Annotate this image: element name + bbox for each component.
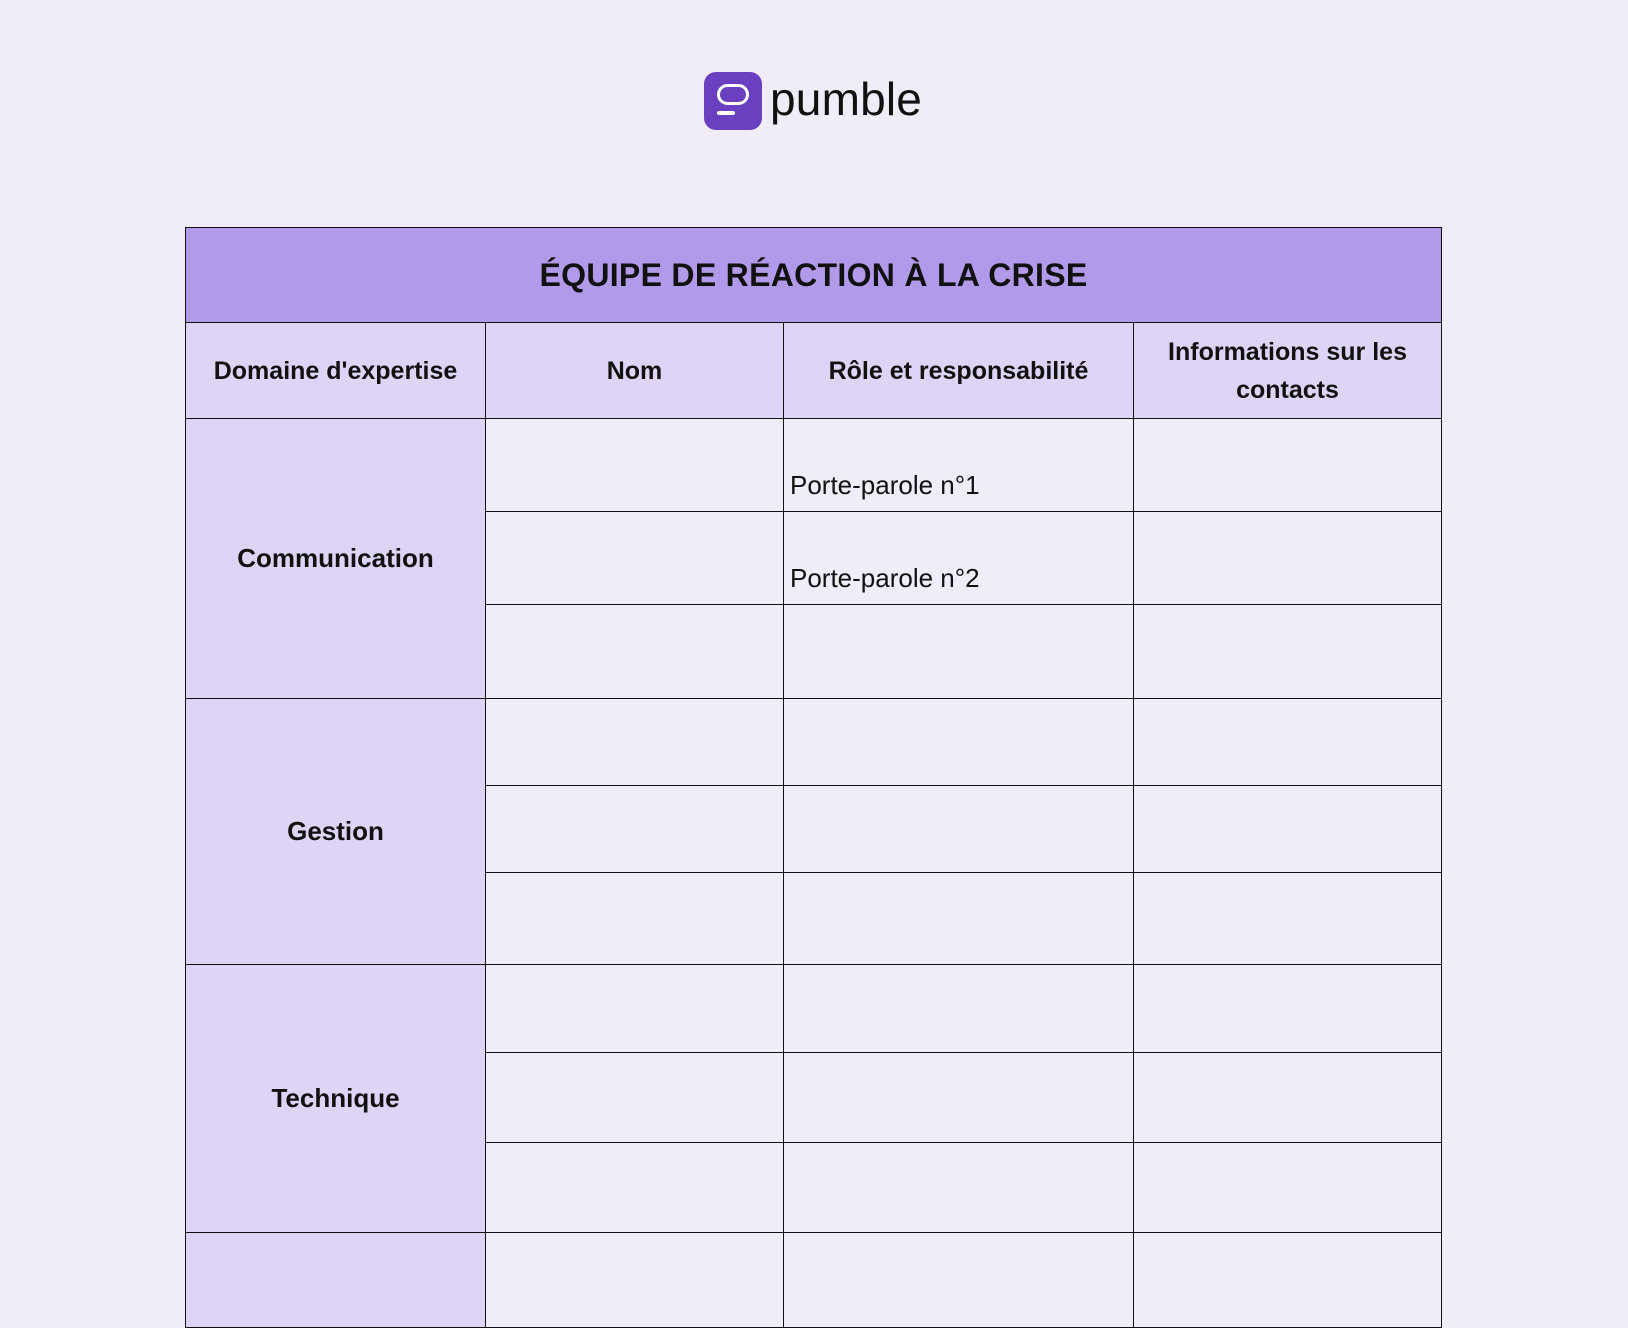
nom-cell[interactable] bbox=[486, 1053, 784, 1143]
header-role: Rôle et responsabilité bbox=[784, 323, 1134, 419]
nom-cell[interactable] bbox=[486, 699, 784, 786]
domain-cell: Technique bbox=[186, 965, 486, 1233]
crisis-team-table bbox=[185, 227, 1442, 1328]
role-cell[interactable] bbox=[784, 786, 1134, 873]
nom-cell[interactable] bbox=[486, 512, 784, 605]
contacts-cell[interactable] bbox=[1134, 1053, 1442, 1143]
header-nom: Nom bbox=[486, 323, 784, 419]
role-cell[interactable]: Porte-parole n°2 bbox=[784, 512, 1134, 605]
table-row bbox=[186, 965, 1442, 1053]
nom-cell[interactable] bbox=[486, 965, 784, 1053]
contacts-cell[interactable] bbox=[1134, 419, 1442, 512]
role-cell[interactable] bbox=[784, 1143, 1134, 1233]
nom-cell[interactable] bbox=[486, 786, 784, 873]
contacts-cell[interactable] bbox=[1134, 786, 1442, 873]
contacts-cell[interactable] bbox=[1134, 699, 1442, 786]
pumble-chat-icon bbox=[704, 72, 762, 130]
contacts-cell[interactable] bbox=[1134, 512, 1442, 605]
crisis-team-sheet bbox=[185, 227, 1441, 1328]
role-cell[interactable] bbox=[784, 605, 1134, 699]
brand-name: pumble bbox=[770, 73, 923, 125]
nom-cell[interactable] bbox=[486, 873, 784, 965]
pumble-logo bbox=[704, 72, 922, 130]
nom-cell[interactable] bbox=[486, 605, 784, 699]
role-cell[interactable]: Porte-parole n°1 bbox=[784, 419, 1134, 512]
nom-cell[interactable] bbox=[486, 1233, 784, 1328]
role-cell[interactable] bbox=[784, 1233, 1134, 1328]
domain-cell: Gestion bbox=[186, 699, 486, 965]
contacts-cell[interactable] bbox=[1134, 1143, 1442, 1233]
nom-cell[interactable] bbox=[486, 419, 784, 512]
table-body bbox=[186, 419, 1442, 1328]
role-cell[interactable] bbox=[784, 965, 1134, 1053]
contacts-cell[interactable] bbox=[1134, 605, 1442, 699]
contacts-cell[interactable] bbox=[1134, 873, 1442, 965]
header-domain: Domaine d'expertise bbox=[186, 323, 486, 419]
role-cell[interactable] bbox=[784, 873, 1134, 965]
role-cell[interactable] bbox=[784, 699, 1134, 786]
domain-cell bbox=[186, 1233, 486, 1328]
role-cell[interactable] bbox=[784, 1053, 1134, 1143]
header-contacts: Informations sur les contacts bbox=[1134, 323, 1442, 419]
table-row bbox=[186, 419, 1442, 512]
contacts-cell[interactable] bbox=[1134, 965, 1442, 1053]
nom-cell[interactable] bbox=[486, 1143, 784, 1233]
table-row bbox=[186, 1233, 1442, 1328]
table-title: ÉQUIPE DE RÉACTION À LA CRISE bbox=[186, 228, 1442, 323]
domain-cell: Communication bbox=[186, 419, 486, 699]
contacts-cell[interactable] bbox=[1134, 1233, 1442, 1328]
table-row bbox=[186, 699, 1442, 786]
